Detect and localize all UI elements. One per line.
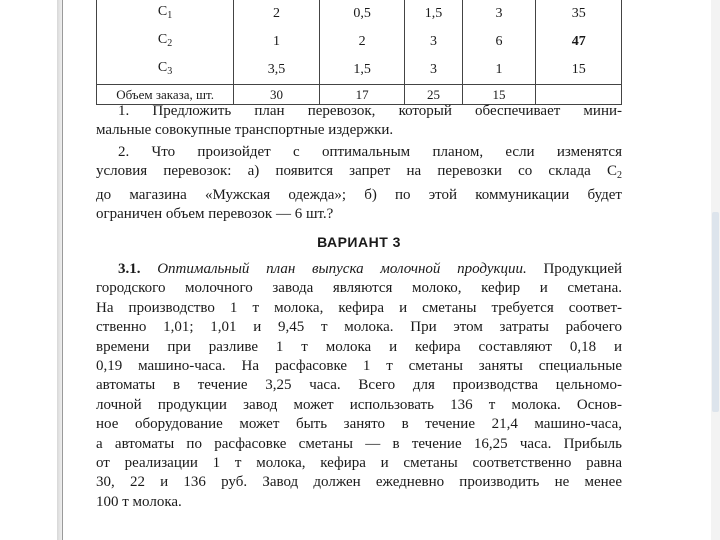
table-cell: 15 <box>536 56 622 85</box>
text-line: условия перевозок: а) появится запрет на перевозки со склада $С_2$ <box>96 163 622 182</box>
text-line: мальные совокупные транспортные издержки. <box>96 122 394 139</box>
table-cell: 2 <box>234 0 320 28</box>
table-cell: 47 <box>536 28 622 56</box>
task-title: Оптимальный план выпуска молочной продукции. <box>157 261 527 277</box>
vertical-scrollbar[interactable] <box>711 0 720 540</box>
table-row-label: $C_1$ <box>97 0 234 28</box>
text-line: городского молочного завода являются молоко, кефир и сметана. <box>96 280 622 297</box>
left-margin <box>0 0 55 540</box>
table-cell: 15 <box>462 85 536 105</box>
table-cell: 3,5 <box>234 56 320 85</box>
table-cell: 2 <box>319 28 405 56</box>
task-3-1 <box>96 260 622 512</box>
table-cell: 6 <box>462 28 536 56</box>
text-line: 100 т молока. <box>96 493 182 510</box>
table-cell: 3 <box>405 56 462 85</box>
text-line: от реализации 1 т молока, кефира и сметаны соответственно равна <box>96 455 622 472</box>
table-row-label: $C_3$ <box>97 56 234 85</box>
text-line: 1. Предложить план перевозок, который обеспечивает мини- <box>118 103 622 119</box>
table-cell: 0,5 <box>319 0 405 28</box>
question-2 <box>96 143 622 225</box>
table-cell: 1 <box>462 56 536 85</box>
text-line: На производство 1 т молока, кефира и сметаны требуется соответ- <box>96 299 622 316</box>
table-row <box>97 0 622 28</box>
table-row-label: $C_2$ <box>97 28 234 56</box>
table-cell: 35 <box>536 0 622 28</box>
text-line: автоматы в течение 3,25 часа. Всего для производства цельномо- <box>96 377 622 394</box>
table-cell: 1,5 <box>319 56 405 85</box>
question-1 <box>96 102 622 141</box>
text-line: а автоматы по расфасовке сметаны — в течение 16,25 часа. Прибыль <box>96 435 622 452</box>
text-line: 30, 22 и 136 руб. Завод должен ежедневно производить не менее <box>96 474 622 491</box>
text-line: ственно 1,01; 1,01 и 9,45 т молока. При этом затраты рабочего <box>96 319 622 336</box>
task-number: 3.1. <box>118 261 141 277</box>
transport-cost-table <box>96 0 622 105</box>
text-line: 2. Что произойдет с оптимальным планом, если изменятся <box>118 144 622 160</box>
table-cell: 25 <box>405 85 462 105</box>
task-first-line: 3.1. Оптимальный план выпуска молочной продукции. Продукцией <box>118 261 623 277</box>
text-line: ное оборудование может быть занято в течение 21,4 машино-часа, <box>96 416 622 433</box>
scrollbar-thumb[interactable] <box>712 212 719 412</box>
table-cell: 1 <box>234 28 320 56</box>
order-volume-label: Объем заказа, шт. <box>97 85 234 105</box>
text-line: ограничен объем перевозок — 6 шт.? <box>96 206 334 223</box>
text-line: времени при разливе 1 т молока и кефира составляют 0,18 и <box>96 338 622 355</box>
table-cell: 30 <box>234 85 320 105</box>
table-cell: 17 <box>319 85 405 105</box>
table-cell: 3 <box>405 28 462 56</box>
variant-heading: ВАРИАНТ 3 <box>317 234 401 250</box>
text-line: лочной продукции завод может использовать 136 т молока. Основ- <box>96 396 622 413</box>
table-cell: 3 <box>462 0 536 28</box>
text-line: 0,19 машино-часа. На расфасовке 1 т сметаны заняты специальные <box>96 358 622 375</box>
table-row <box>97 56 622 85</box>
table-cell: 1,5 <box>405 0 462 28</box>
table-row <box>97 28 622 56</box>
text-line: до магазина «Мужская одежда»; б) по этой коммуникации будет <box>96 186 622 203</box>
